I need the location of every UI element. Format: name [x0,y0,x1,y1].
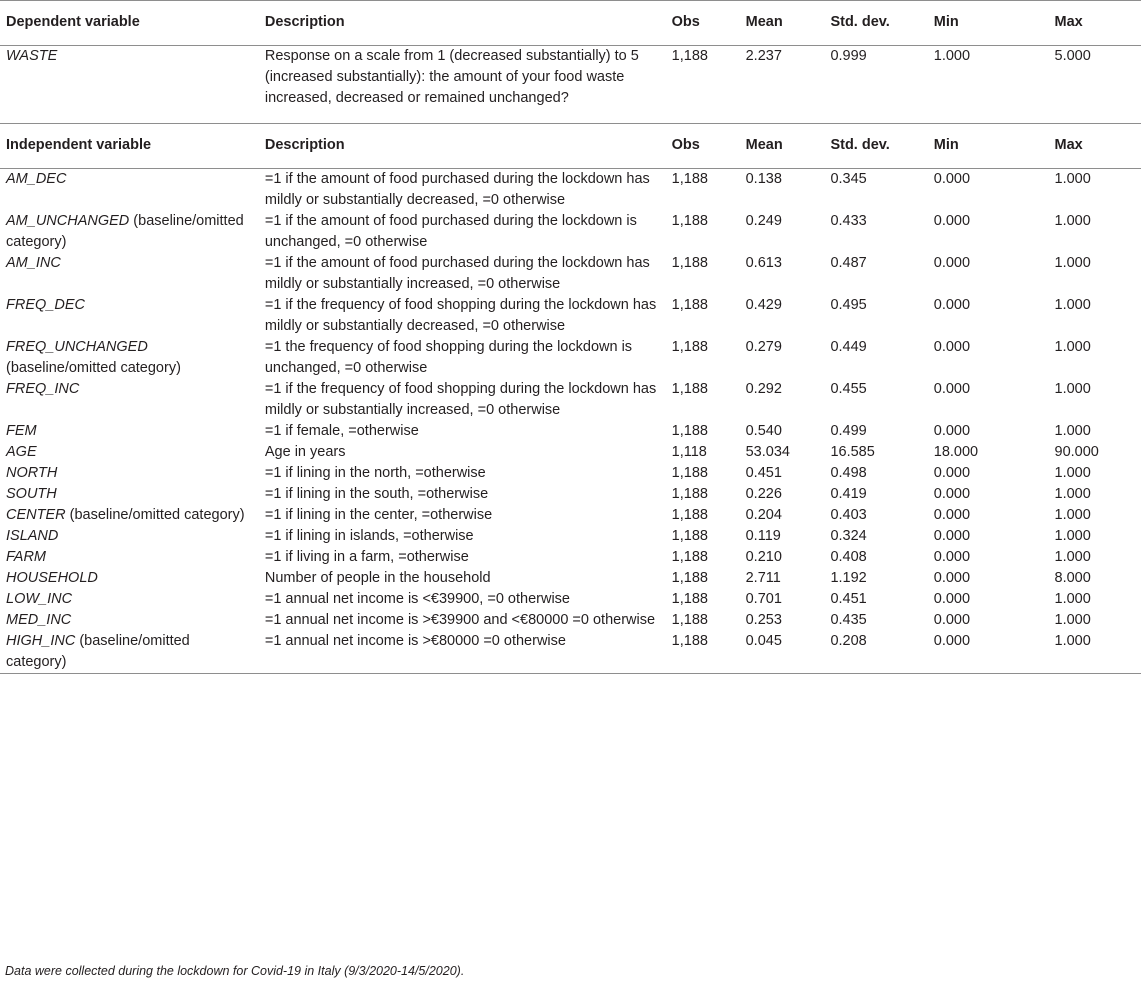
variable-name: NORTH [6,465,58,481]
sd-cell: 0.345 [830,171,867,187]
table-header-row [0,1,1141,46]
variable-name: AM_INC [6,255,61,271]
obs-cell: 1,188 [671,633,708,649]
variable-name: FARM [6,549,47,565]
min-cell: 0.000 [933,591,971,607]
max-cell: 1.000 [1054,633,1091,649]
min-cell: 0.000 [933,213,971,229]
description-cell: =1 if lining in the north, =otherwise [264,465,486,481]
variable-cell [0,610,259,631]
variable-note: (baseline/omitted category) [69,507,245,523]
min-cell: 0.000 [933,423,971,439]
table-row [0,337,1141,379]
obs-cell: 1,188 [671,381,708,397]
mean-cell: 0.204 [745,507,782,523]
variable-name: AGE [6,444,37,460]
table-row [0,463,1141,484]
max-cell: 90.000 [1054,444,1099,460]
obs-cell: 1,188 [671,255,708,271]
max-cell: 1.000 [1054,612,1091,628]
column-header: Obs [671,14,700,30]
max-cell: 1.000 [1054,528,1091,544]
max-cell: 1.000 [1054,486,1091,502]
variable-cell [0,547,259,568]
table-row [0,253,1141,295]
table-row [0,505,1141,526]
mean-cell: 53.034 [745,444,790,460]
mean-cell: 0.540 [745,423,782,439]
obs-cell: 1,188 [671,297,708,313]
mean-cell: 0.451 [745,465,782,481]
max-cell: 1.000 [1054,297,1091,313]
table-row [0,526,1141,547]
description-cell: =1 if the amount of food purchased during the lockdown has mildly or substantially increased, =0 otherwise [264,255,650,292]
sd-cell: 0.435 [830,612,867,628]
variable-cell [0,337,259,379]
table-row [0,568,1141,589]
sd-cell: 0.499 [830,423,867,439]
column-header: Description [264,14,345,30]
mean-cell: 0.701 [745,591,782,607]
obs-cell: 1,188 [671,465,708,481]
description-cell: =1 if lining in the center, =otherwise [264,507,493,523]
column-header: Mean [745,137,783,153]
variable-cell [0,211,259,253]
variable-name: WASTE [6,48,58,64]
description-cell: =1 annual net income is >€39900 and <€80000 =0 otherwise [264,612,656,628]
mean-cell: 0.045 [745,633,782,649]
variable-name: FEM [6,423,37,439]
table-row [0,610,1141,631]
obs-cell: 1,188 [671,549,708,565]
min-cell: 0.000 [933,486,971,502]
table-row [0,169,1141,212]
obs-cell: 1,188 [671,48,708,64]
column-header: Std. dev. [830,14,890,30]
variable-cell [0,169,259,212]
column-header: Description [264,137,345,153]
variable-name: FREQ_DEC [6,297,85,313]
description-cell: =1 if lining in the south, =otherwise [264,486,489,502]
variable-cell [0,484,259,505]
description-cell: Number of people in the household [264,570,491,586]
variable-name: CENTER [6,507,66,523]
description-cell: Age in years [264,444,346,460]
obs-cell: 1,188 [671,612,708,628]
min-cell: 18.000 [933,444,979,460]
variable-cell [0,526,259,547]
max-cell: 5.000 [1054,48,1091,64]
variable-cell [0,295,259,337]
description-cell: =1 if female, =otherwise [264,423,419,439]
mean-cell: 0.613 [745,255,782,271]
mean-cell: 0.249 [745,213,782,229]
sd-cell: 0.999 [830,48,867,64]
variable-name: FREQ_INC [6,381,80,397]
table-row [0,379,1141,421]
description-cell: Response on a scale from 1 (decreased substantially) to 5 (increased substantially): the amount of your food waste increased, decreased or remained unchanged? [264,48,639,106]
min-cell: 0.000 [933,507,971,523]
column-header-variable: Dependent variable [6,14,140,30]
max-cell: 1.000 [1054,549,1091,565]
min-cell: 0.000 [933,549,971,565]
sd-cell: 16.585 [830,444,875,460]
table-row [0,631,1141,674]
max-cell: 1.000 [1054,381,1091,397]
min-cell: 0.000 [933,465,971,481]
max-cell: 1.000 [1054,465,1091,481]
description-cell: =1 if the amount of food purchased during the lockdown has mildly or substantially decreased, =0 otherwise [264,171,650,208]
mean-cell: 2.711 [745,570,781,586]
variable-cell [0,505,259,526]
variable-name: SOUTH [6,486,57,502]
mean-cell: 0.253 [745,612,782,628]
column-header: Std. dev. [830,137,890,153]
sd-cell: 0.408 [830,549,867,565]
max-cell: 1.000 [1054,591,1091,607]
max-cell: 1.000 [1054,213,1091,229]
variable-cell [0,442,259,463]
table-body [0,1,1141,674]
table-row [0,442,1141,463]
variable-name: LOW_INC [6,591,73,607]
column-header-variable: Independent variable [6,137,152,153]
variable-cell [0,379,259,421]
obs-cell: 1,188 [671,507,708,523]
mean-cell: 0.119 [745,528,781,544]
sd-cell: 0.449 [830,339,867,355]
min-cell: 0.000 [933,381,971,397]
variable-cell [0,46,259,124]
mean-cell: 0.429 [745,297,782,313]
obs-cell: 1,188 [671,423,708,439]
column-header: Min [933,14,959,30]
obs-cell: 1,188 [671,339,708,355]
table-row [0,421,1141,442]
description-cell: =1 if lining in islands, =otherwise [264,528,474,544]
max-cell: 1.000 [1054,171,1091,187]
description-cell: =1 if the amount of food purchased during the lockdown is unchanged, =0 otherwise [264,213,637,250]
obs-cell: 1,118 [671,444,707,460]
column-header: Max [1054,14,1083,30]
description-cell: =1 if the frequency of food shopping during the lockdown has mildly or substantially increased, =0 otherwise [264,381,657,418]
column-header: Min [933,137,959,153]
table-row [0,589,1141,610]
description-cell: =1 annual net income is <€39900, =0 otherwise [264,591,570,607]
sd-cell: 0.433 [830,213,867,229]
mean-cell: 2.237 [745,48,782,64]
variable-cell [0,589,259,610]
variable-name: HIGH_INC [6,633,76,649]
table-row [0,295,1141,337]
description-cell: =1 annual net income is >€80000 =0 otherwise [264,633,566,649]
max-cell: 1.000 [1054,339,1091,355]
mean-cell: 0.226 [745,486,782,502]
variable-name: HOUSEHOLD [6,570,98,586]
description-cell: =1 if the frequency of food shopping during the lockdown has mildly or substantially decreased, =0 otherwise [264,297,657,334]
max-cell: 1.000 [1054,255,1091,271]
min-cell: 0.000 [933,339,971,355]
obs-cell: 1,188 [671,591,708,607]
sd-cell: 0.419 [830,486,867,502]
table-row [0,484,1141,505]
obs-cell: 1,188 [671,213,708,229]
sd-cell: 1.192 [830,570,867,586]
sd-cell: 0.403 [830,507,867,523]
variable-note: (baseline/omitted category) [6,213,244,250]
sd-cell: 0.208 [830,633,867,649]
min-cell: 0.000 [933,612,971,628]
variable-name: FREQ_UNCHANGED [6,339,148,355]
sd-cell: 0.455 [830,381,867,397]
description-cell: =1 the frequency of food shopping during the lockdown is unchanged, =0 otherwise [264,339,633,376]
sd-cell: 0.487 [830,255,867,271]
variable-cell [0,631,259,674]
max-cell: 8.000 [1054,570,1091,586]
obs-cell: 1,188 [671,486,708,502]
min-cell: 0.000 [933,297,971,313]
variable-cell [0,463,259,484]
sd-cell: 0.451 [830,591,867,607]
obs-cell: 1,188 [671,528,708,544]
table-row [0,547,1141,568]
variable-note: (baseline/omitted category) [6,360,181,376]
variable-cell [0,253,259,295]
variable-name: AM_UNCHANGED [6,213,130,229]
column-header: Mean [745,14,783,30]
min-cell: 0.000 [933,528,971,544]
variable-name: MED_INC [6,612,72,628]
variable-cell [0,568,259,589]
sd-cell: 0.324 [830,528,867,544]
min-cell: 0.000 [933,633,971,649]
mean-cell: 0.279 [745,339,782,355]
min-cell: 0.000 [933,570,971,586]
min-cell: 0.000 [933,171,971,187]
variable-cell [0,421,259,442]
min-cell: 1.000 [933,48,971,64]
obs-cell: 1,188 [671,570,708,586]
max-cell: 1.000 [1054,507,1091,523]
obs-cell: 1,188 [671,171,708,187]
column-header: Max [1054,137,1083,153]
max-cell: 1.000 [1054,423,1091,439]
sd-cell: 0.498 [830,465,867,481]
sd-cell: 0.495 [830,297,867,313]
column-header: Obs [671,137,700,153]
variable-name: AM_DEC [6,171,67,187]
mean-cell: 0.138 [745,171,782,187]
variable-name: ISLAND [6,528,59,544]
table-footnote: Data were collected during the lockdown for Covid-19 in Italy (9/3/2020-14/5/2020). [5,964,465,978]
min-cell: 0.000 [933,255,971,271]
mean-cell: 0.210 [745,549,782,565]
description-cell: =1 if living in a farm, =otherwise [264,549,469,565]
table-row [0,211,1141,253]
table-row [0,46,1141,124]
table-header-row [0,124,1141,169]
variable-note: (baseline/omitted category) [6,633,190,670]
mean-cell: 0.292 [745,381,782,397]
